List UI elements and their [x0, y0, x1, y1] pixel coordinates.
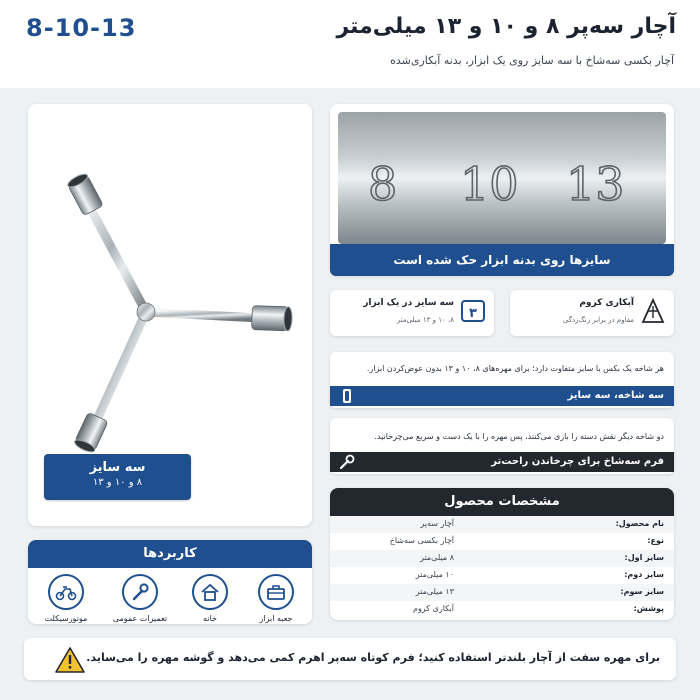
spec-value: آچار سه‌پر: [420, 519, 454, 528]
spec-key: سایز سوم:: [620, 587, 664, 596]
feature-chrome-plating: [510, 290, 674, 336]
feature-sub: مقاوم در برابر زنگ‌زدگی: [562, 316, 634, 324]
motorcycle-icon: [48, 574, 84, 610]
feature-three-sizes: [330, 290, 494, 336]
warning-banner: [24, 638, 676, 680]
use-item-motorcycle: [36, 574, 96, 623]
info-card-shape: [330, 418, 674, 474]
engraving-caption: سایزها روی بدنه ابزار حک شده است: [330, 244, 674, 276]
use-label: تعمیرات عمومی: [112, 614, 168, 623]
spec-row: [330, 584, 674, 601]
spec-value: ۸ میلی‌متر: [420, 553, 454, 562]
uses-title: کاربردها: [28, 540, 312, 568]
info-bar-label: فرم سه‌شاخ برای چرخاندن راحت‌تر: [491, 456, 664, 467]
size-badge-title: سه سایز: [89, 460, 146, 475]
spec-row: [330, 601, 674, 618]
spec-value: ۱۰ میلی‌متر: [415, 570, 454, 579]
engraved-mark-8: 8: [368, 157, 398, 211]
feature-title: سه سایز در یک ابزار: [363, 298, 454, 308]
size-badge-sub: ۸ و ۱۰ و ۱۳: [92, 477, 143, 488]
use-label: جعبه ابزار: [259, 614, 293, 623]
spec-value: آچار بکسی سه‌شاخ: [389, 536, 454, 545]
info-text: هر شاخه یک بکس با سایز متفاوت دارد؛ برای مهره‌های ۸، ۱۰ و ۱۳ بدون عوض‌کردن ابزار.: [366, 364, 664, 373]
spec-key: نوع:: [647, 536, 664, 545]
use-item-general-repair: [110, 574, 170, 623]
engraved-mark-10: 10: [460, 157, 519, 211]
info-bar: [330, 386, 674, 406]
info-card-sizes: [330, 352, 674, 408]
page-title: آچار سه‌پر ۸ و ۱۰ و ۱۳ میلی‌متر: [336, 14, 676, 39]
info-bar: [330, 452, 674, 472]
house-icon: [192, 574, 228, 610]
product-code: 8-10-13: [26, 14, 137, 42]
use-item-home: [180, 574, 240, 623]
socket-icon: [338, 387, 356, 405]
warning-triangle-icon: [54, 646, 86, 674]
spec-value: آبکاری کروم: [412, 604, 454, 613]
chrome-shield-icon: [640, 298, 666, 324]
spec-row: [330, 567, 674, 584]
feature-title: آبکاری کروم: [579, 298, 634, 308]
specs-table: [330, 516, 674, 620]
engraved-mark-13: 13: [566, 157, 625, 211]
spec-value: ۱۳ میلی‌متر: [415, 587, 454, 596]
header: [0, 0, 700, 88]
size-badge: [44, 454, 191, 500]
spec-key: سایز اول:: [624, 553, 664, 562]
spec-key: پوشش:: [633, 604, 664, 613]
spec-key: سایز دوم:: [624, 570, 664, 579]
warning-text: برای مهره سفت از آچار بلندتر استفاده کنید؛ فرم کوتاه سه‌پر اهرم کمی می‌دهد و گوشه مهره را می‌ساید.: [86, 651, 660, 664]
info-bar-label: سه شاخه، سه سایز: [567, 390, 664, 401]
engraving-photo: [338, 112, 666, 244]
hand-wrench-icon: [338, 453, 356, 471]
svg-text:۳: ۳: [469, 306, 477, 321]
spec-row: [330, 533, 674, 550]
specs-title: مشخصات محصول: [330, 488, 674, 516]
use-label: موتورسیکلت: [44, 614, 88, 623]
spec-key: نام محصول:: [615, 519, 664, 528]
toolbox-icon: [258, 574, 294, 610]
info-text: دو شاخه دیگر نقش دسته را بازی می‌کنند، پس مهره را با یک دست و سریع می‌چرخانید.: [374, 432, 664, 441]
page-subtitle: آچار بکسی سه‌شاخ با سه سایز روی یک ابزار، بدنه آبکاری‌شده: [390, 54, 674, 67]
spec-row: [330, 516, 674, 533]
use-item-toolbox: [246, 574, 306, 623]
three-badge-icon: [460, 298, 486, 324]
wrench-icon: [122, 574, 158, 610]
uses-card: [28, 540, 312, 624]
use-label: خانه: [203, 614, 217, 623]
feature-sub: ۸، ۱۰ و ۱۳ میلی‌متر: [396, 316, 454, 324]
specs-card: [330, 488, 674, 620]
spec-row: [330, 550, 674, 567]
